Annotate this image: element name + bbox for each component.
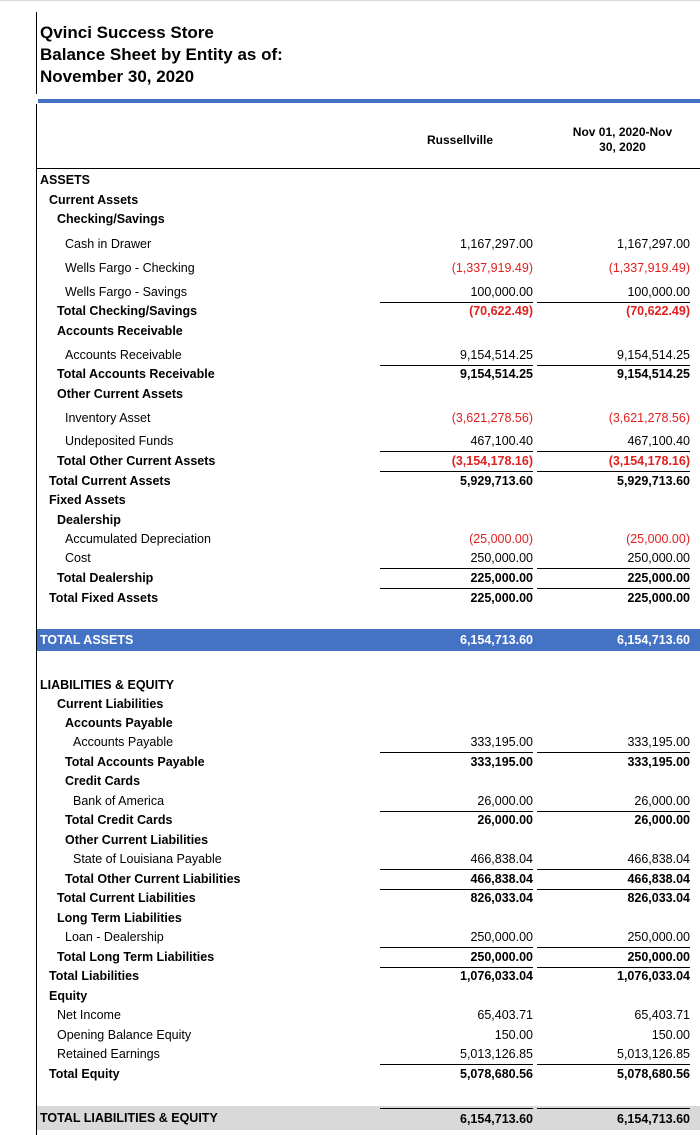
column-header-period [550,125,695,155]
title-left-rule [36,12,37,94]
value-period: 6,154,713.60 [617,633,690,647]
total-row-accounts-receivable [0,364,700,384]
value-period: 1,167,297.00 [617,237,690,251]
value-russellville: (3,621,278.56) [451,411,533,425]
value-russellville: 65,403.71 [477,1008,533,1022]
column-header-period-line2: 30, 2020 [599,140,646,154]
account-row-cash-in-drawer [0,234,700,254]
section-row-liabilities-equity [0,675,700,695]
row-label: Other Current Assets [57,387,183,401]
row-label: Total Current Assets [49,474,171,488]
value-russellville: (1,337,919.49) [451,261,533,275]
total-row-other-current-assets [0,451,700,471]
row-label: Current Liabilities [57,697,164,711]
value-period: (1,337,919.49) [608,261,690,275]
account-row-accounts-receivable [0,345,700,365]
value-period: 826,033.04 [627,891,690,905]
value-russellville: (3,154,178.16) [380,451,533,472]
row-label: Cost [65,551,91,565]
row-label: TOTAL ASSETS [40,633,134,647]
group-row-checking-savings [0,209,700,229]
group-row-current-liabilities [0,694,700,714]
value-russellville: 6,154,713.60 [380,1108,533,1129]
value-period: (25,000.00) [626,532,690,546]
row-label: Total Checking/Savings [57,304,198,318]
value-period: (3,154,178.16) [537,451,690,472]
value-russellville: 225,000.00 [380,568,533,589]
row-label: Bank of America [73,794,165,808]
value-russellville: 467,100.40 [380,431,533,452]
row-label: Undeposited Funds [65,434,174,448]
value-period: 26,000.00 [537,791,690,812]
report-date: November 30, 2020 [40,67,195,86]
value-period: 9,154,514.25 [617,367,690,381]
report-title: Balance Sheet by Entity as of: [40,45,283,64]
value-russellville: (25,000.00) [469,532,533,546]
value-period: 5,078,680.56 [617,1067,690,1081]
row-label: Current Assets [49,193,139,207]
value-russellville: 466,838.04 [380,869,533,890]
account-row-state-of-louisiana-payable [0,849,700,869]
row-label: Wells Fargo - Checking [65,261,195,275]
value-russellville: 466,838.04 [380,849,533,870]
total-row-liabilities [0,966,700,986]
value-period: 225,000.00 [537,568,690,589]
value-russellville: 250,000.00 [380,947,533,968]
value-period: 26,000.00 [634,813,690,827]
total-row-total-assets [0,630,700,650]
value-period: (70,622.49) [626,304,690,318]
value-russellville: 826,033.04 [470,891,533,905]
value-russellville: 5,078,680.56 [460,1067,533,1081]
row-label: Net Income [57,1008,121,1022]
total-row-credit-cards [0,810,700,830]
value-period: 100,000.00 [537,282,690,303]
value-period: 250,000.00 [537,548,690,569]
company-name: Qvinci Success Store [40,23,214,42]
header-accent-bar [38,99,700,103]
group-row-fixed-assets [0,490,700,510]
row-label: Opening Balance Equity [57,1028,192,1042]
value-period: 250,000.00 [537,947,690,968]
value-russellville: 225,000.00 [470,591,533,605]
total-row-dealership [0,568,700,588]
row-label: Dealership [57,513,121,527]
report-title-block [40,22,283,88]
value-russellville: 150.00 [494,1028,533,1042]
total-row-other-current-liabilities [0,869,700,889]
account-row-net-income [0,1005,700,1025]
value-russellville: 250,000.00 [380,927,533,948]
row-label: Long Term Liabilities [57,911,182,925]
row-label: Total Accounts Receivable [57,367,215,381]
row-label: Accumulated Depreciation [65,532,211,546]
value-period: 5,929,713.60 [617,474,690,488]
row-label: LIABILITIES & EQUITY [40,678,175,692]
value-russellville: 100,000.00 [380,282,533,303]
value-period: 9,154,514.25 [537,345,690,366]
value-period: 333,195.00 [537,732,690,753]
group-row-other-current-liabilities [0,830,700,850]
row-label: ASSETS [40,173,91,187]
value-period: 333,195.00 [627,755,690,769]
account-row-accumulated-depreciation [0,529,700,549]
row-label: Credit Cards [65,774,141,788]
value-russellville: 26,000.00 [380,791,533,812]
value-period: 150.00 [651,1028,690,1042]
account-row-bank-of-america [0,791,700,811]
account-row-wells-fargo-checking [0,258,700,278]
group-row-accounts-receivable [0,321,700,341]
value-russellville: 5,929,713.60 [460,474,533,488]
value-russellville: 1,076,033.04 [460,969,533,983]
row-label: Total Fixed Assets [49,591,159,605]
row-label: Accounts Receivable [65,348,182,362]
row-label: Total Other Current Assets [57,454,216,468]
group-row-credit-cards [0,771,700,791]
total-row-liabilities-equity [0,1108,700,1128]
row-label: Accounts Payable [65,716,173,730]
group-row-other-current-assets [0,384,700,404]
row-label: Fixed Assets [49,493,126,507]
row-label: Loan - Dealership [65,930,164,944]
account-row-loan-dealership [0,927,700,947]
value-period: 225,000.00 [627,591,690,605]
value-period: 1,076,033.04 [617,969,690,983]
top-border [0,0,700,1]
row-label: Total Liabilities [49,969,140,983]
total-row-accounts-payable [0,752,700,772]
account-row-undeposited-funds [0,431,700,451]
account-row-cost [0,548,700,568]
value-period: 250,000.00 [537,927,690,948]
value-period: 467,100.40 [537,431,690,452]
account-row-opening-balance-equity [0,1025,700,1045]
value-period: 65,403.71 [634,1008,690,1022]
value-russellville: 26,000.00 [477,813,533,827]
value-period: 466,838.04 [537,849,690,870]
value-russellville: (70,622.49) [469,304,533,318]
row-label: Equity [49,989,88,1003]
row-label: Retained Earnings [57,1047,160,1061]
value-period: (3,621,278.56) [608,411,690,425]
value-russellville: 9,154,514.25 [380,345,533,366]
value-russellville: 9,154,514.25 [460,367,533,381]
value-russellville: 333,195.00 [380,732,533,753]
row-label: TOTAL LIABILITIES & EQUITY [40,1111,218,1125]
row-label: Cash in Drawer [65,237,152,251]
row-label: Total Dealership [57,571,154,585]
row-label: Wells Fargo - Savings [65,285,188,299]
value-russellville: 5,013,126.85 [380,1044,533,1065]
row-label: Total Other Current Liabilities [65,872,241,886]
account-row-retained-earnings [0,1044,700,1064]
group-row-equity [0,986,700,1006]
row-label: Total Long Term Liabilities [57,950,215,964]
account-row-accounts-payable [0,732,700,752]
row-label: Total Current Liabilities [57,891,196,905]
value-period: 466,838.04 [537,869,690,890]
value-period: 5,013,126.85 [537,1044,690,1065]
column-header-period-line1: Nov 01, 2020-Nov [572,125,673,139]
section-row-assets [0,170,700,190]
row-label: Total Equity [49,1067,120,1081]
group-row-long-term-liabilities [0,908,700,928]
row-label: Total Accounts Payable [65,755,205,769]
row-label: State of Louisiana Payable [73,852,222,866]
value-period: 6,154,713.60 [537,1108,690,1129]
value-russellville: 250,000.00 [380,548,533,569]
total-row-current-liabilities [0,888,700,908]
total-row-long-term-liabilities [0,947,700,967]
value-russellville: 1,167,297.00 [460,237,533,251]
value-russellville: 6,154,713.60 [460,633,533,647]
header-rule [37,168,700,169]
row-label: Total Credit Cards [65,813,173,827]
column-header-russellville: Russellville [426,133,494,147]
group-row-current-assets [0,190,700,210]
total-row-fixed-assets [0,588,700,608]
account-row-wells-fargo-savings [0,282,700,302]
value-russellville: 333,195.00 [470,755,533,769]
row-label: Other Current Liabilities [65,833,209,847]
group-row-accounts-payable [0,713,700,733]
account-row-inventory-asset [0,408,700,428]
total-row-checking-savings [0,301,700,321]
total-row-current-assets [0,471,700,491]
row-label: Accounts Payable [73,735,174,749]
total-row-equity [0,1064,700,1084]
row-label: Accounts Receivable [57,324,183,338]
row-label: Inventory Asset [65,411,151,425]
group-row-dealership [0,510,700,530]
row-label: Checking/Savings [57,212,165,226]
